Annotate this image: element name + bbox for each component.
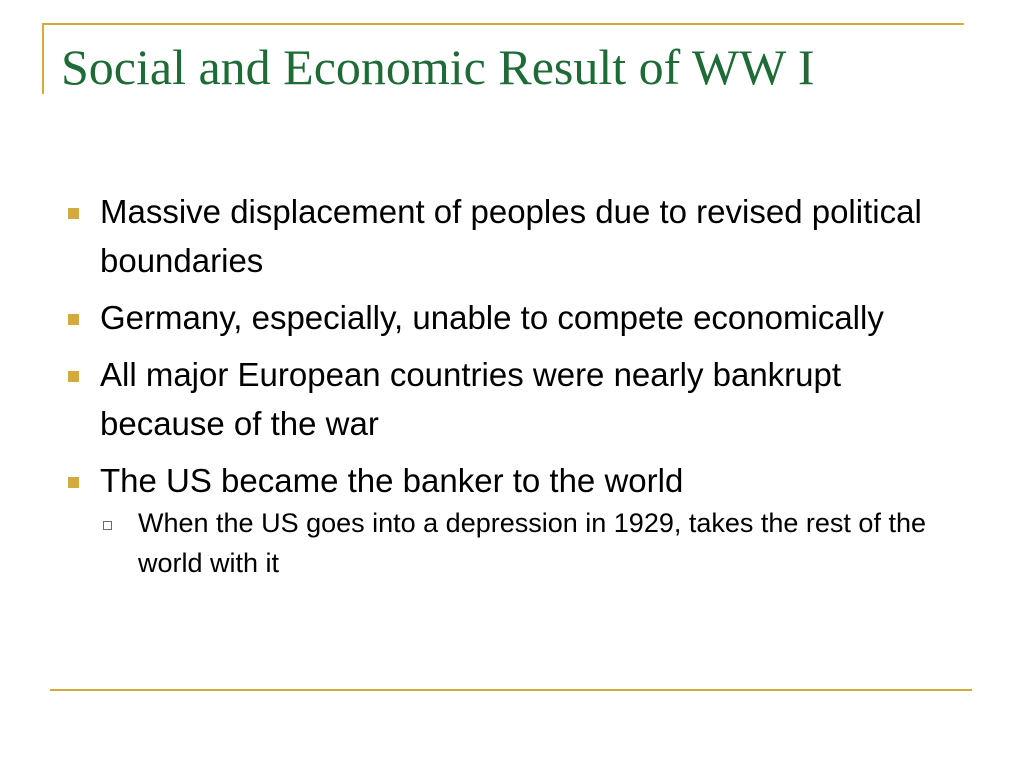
frame-top-line	[42, 23, 964, 25]
bullet-item	[66, 456, 946, 505]
square-bullet-icon	[68, 314, 79, 325]
sub-bullet-item	[66, 503, 946, 583]
bullet-item	[66, 350, 946, 448]
bullet-text: Germany, especially, unable to compete economically	[100, 299, 884, 336]
hollow-square-bullet-icon	[103, 521, 112, 530]
square-bullet-icon	[68, 371, 79, 382]
bullet-list	[66, 187, 946, 583]
slide-title: Social and Economic Result of WW I	[61, 39, 815, 95]
bullet-item	[66, 293, 946, 342]
bullet-item	[66, 187, 946, 285]
frame-bottom-line	[50, 689, 972, 691]
bullet-text: Massive displacement of peoples due to revised political boundaries	[100, 193, 922, 279]
bullet-text: The US became the banker to the world	[100, 462, 684, 499]
square-bullet-icon	[68, 208, 79, 219]
sub-bullet-text: When the US goes into a depression in 1929, takes the rest of the world with it	[138, 508, 926, 578]
square-bullet-icon	[68, 477, 79, 488]
frame-left-line	[42, 23, 44, 94]
bullet-text: All major European countries were nearly bankrupt because of the war	[100, 356, 842, 442]
